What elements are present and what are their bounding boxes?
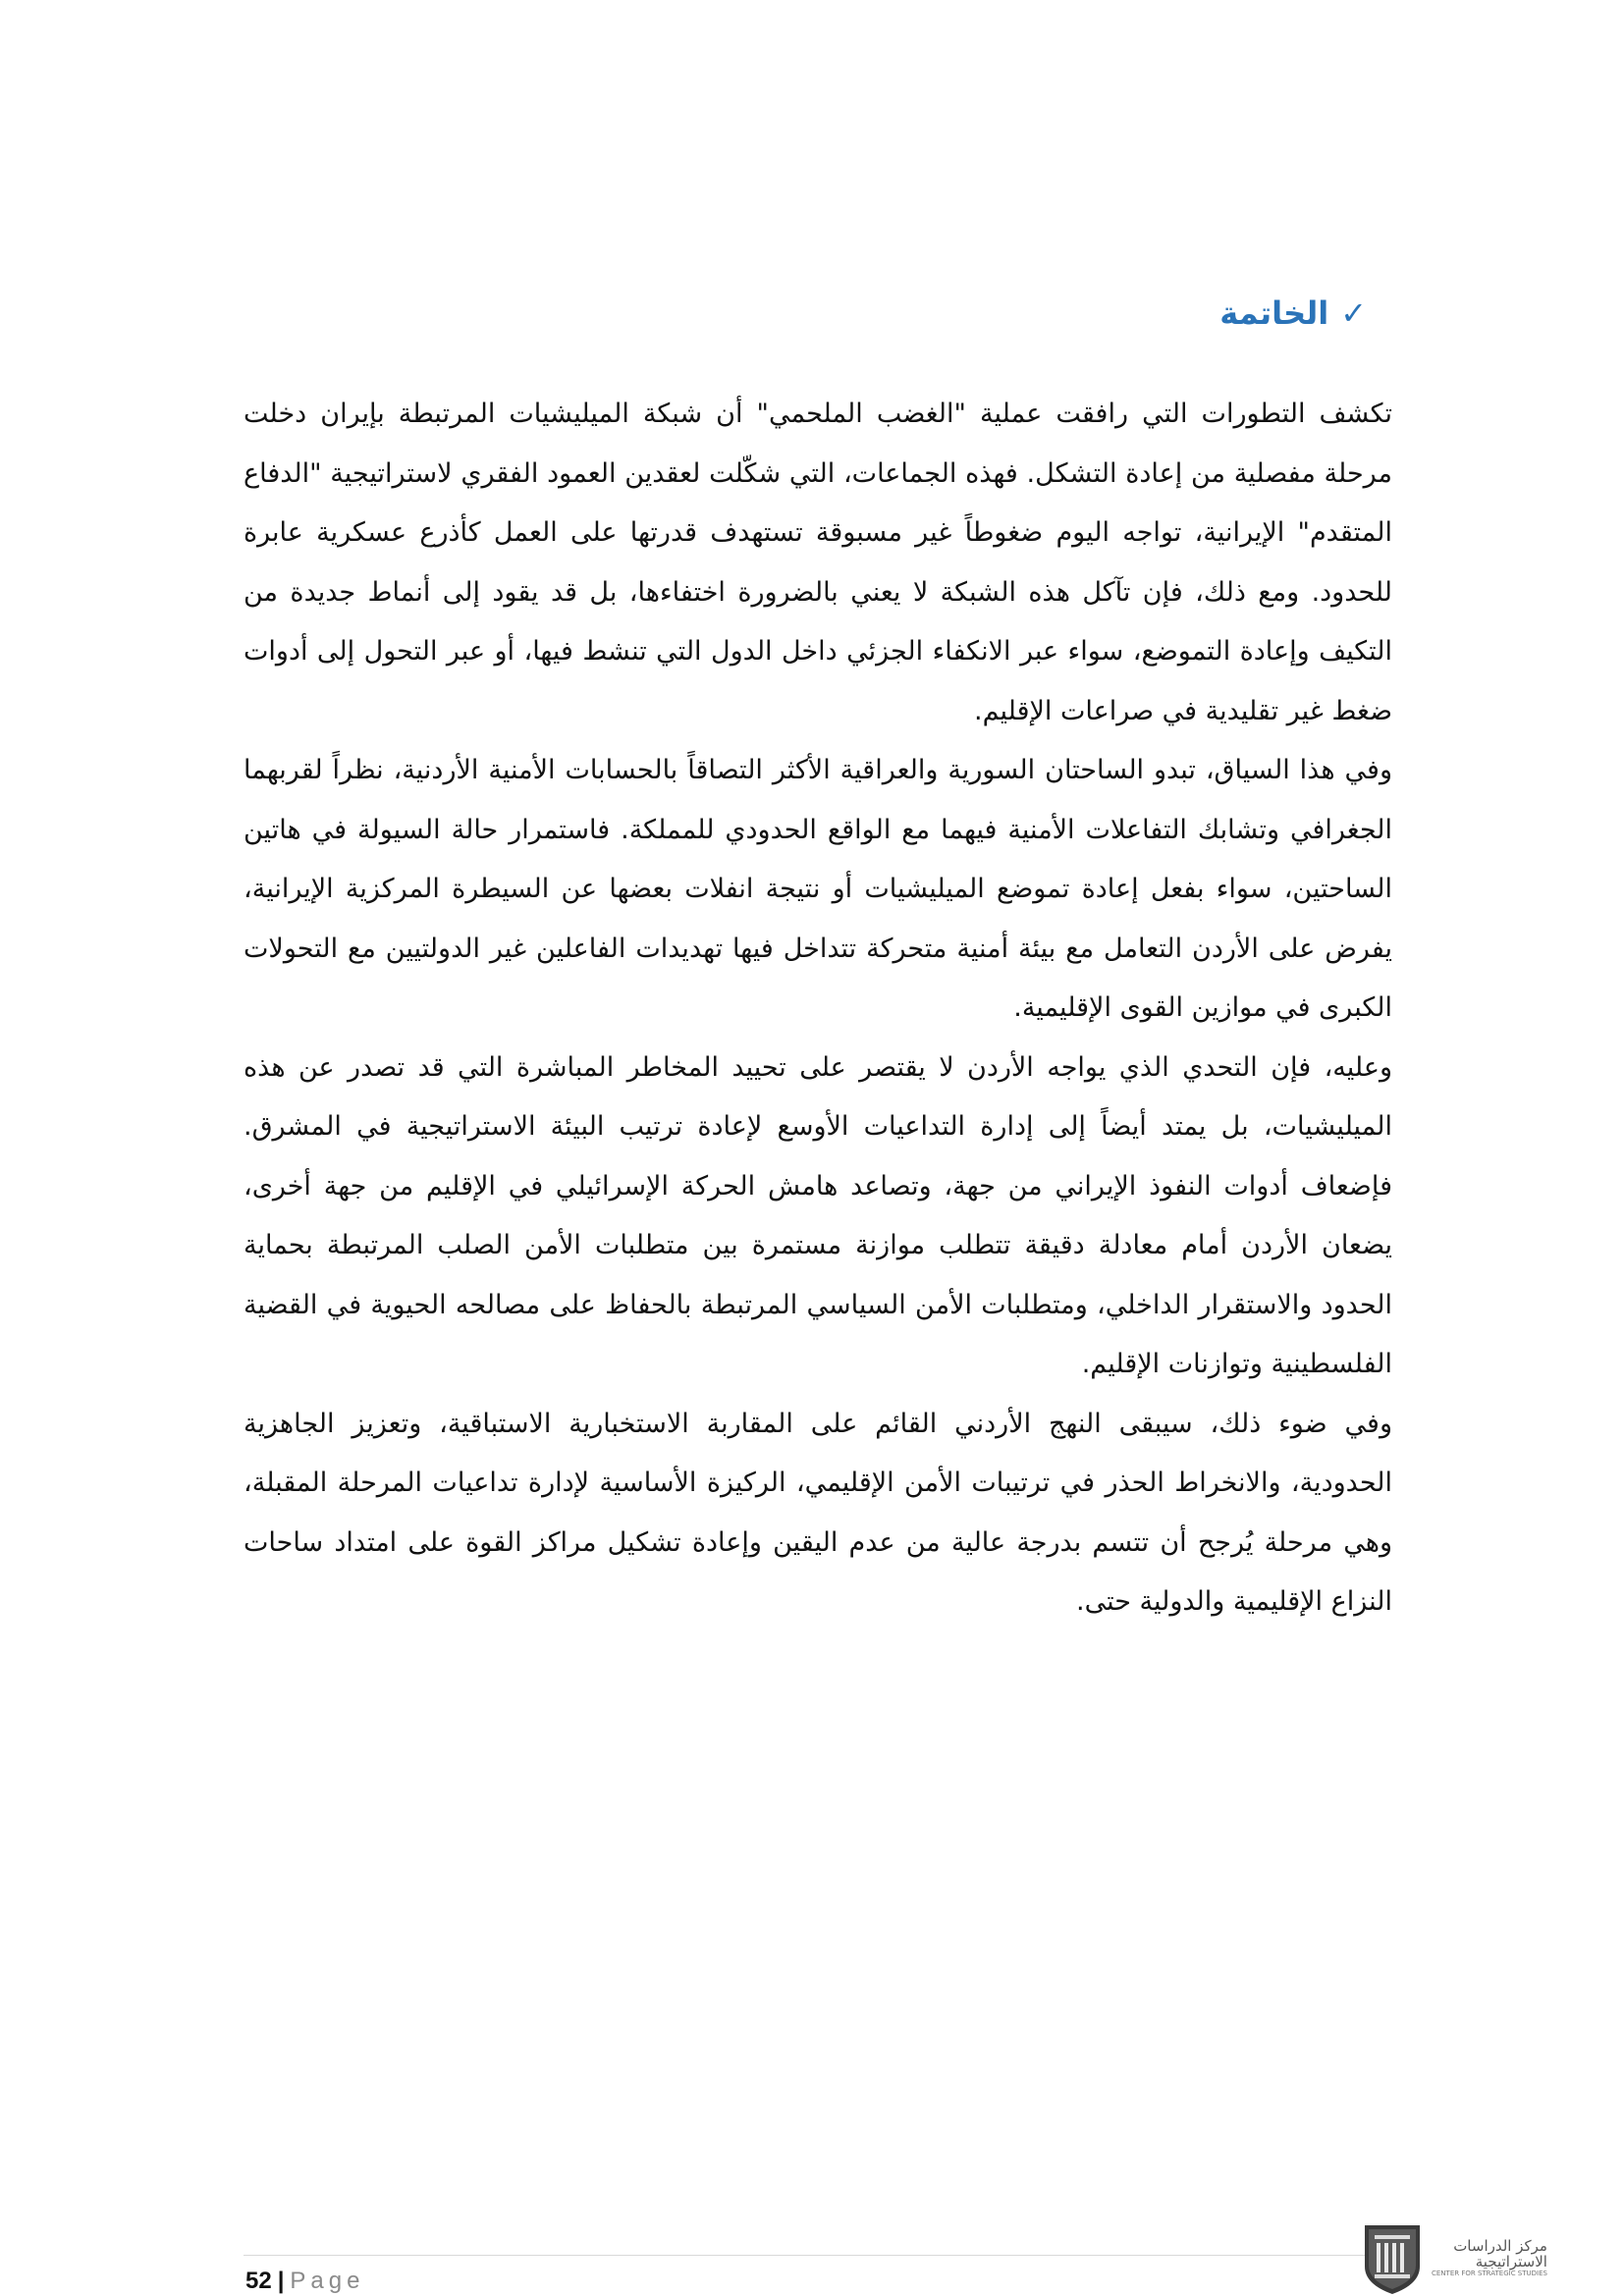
logo-line-3: CENTER FOR STRATEGIC STUDIES	[1432, 2269, 1547, 2277]
body-text	[244, 385, 1392, 1632]
section-title: الخاتمة	[1219, 294, 1329, 332]
section-heading	[1219, 294, 1367, 332]
paragraph: وفي هذا السياق، تبدو الساحتان السورية والعراقية الأكثر التصاقاً بالحسابات الأمنية الأردنية، نظراً لقربهما الجغرافي وتشابك التفاعلات الأمنية فيهما مع الواقع الحدودي للمملكة. فاستمرار حالة السيولة في هاتين الساحتين، سواء بفعل إعادة تموضع الميليشيات أو نتيجة انفلات بعضها عن السيطرة المركزية الإيرانية، يفرض على الأردن التعامل مع بيئة أمنية متحركة تتداخل فيها تهديدات الفاعلين غير الدولتيين مع التحولات الكبرى في موازين القوى الإقليمية.	[244, 755, 1392, 1023]
logo-line-1: مركز الدراسات	[1453, 2237, 1547, 2256]
center-logo	[1361, 2220, 1557, 2296]
page-number-separator: |	[277, 2268, 285, 2294]
paragraph: تكشف التطورات التي رافقت عملية "الغضب الملحمي" أن شبكة الميليشيات المرتبطة بإيران دخلت مرحلة مفصلية من إعادة التشكل. فهذه الجماعات، التي شكّلت لعقدين العمود الفقري لاستراتيجية "الدفاع المتقدم" الإيرانية، تواجه اليوم ضغوطاً غير مسبوقة تستهدف قدرتها على العمل كأذرع عسكرية عابرة للحدود. ومع ذلك، فإن تآكل هذه الشبكة لا يعني بالضرورة اختفاءها، بل قد يقود إلى أنماط جديدة من التكيف وإعادة التموضع، سواء عبر الانكفاء الجزئي داخل الدول التي تنشط فيها، أو عبر التحول إلى أدوات ضغط غير تقليدية في صراعات الإقليم.	[244, 399, 1392, 726]
shield-logo-icon	[1361, 2221, 1424, 2296]
paragraph: وفي ضوء ذلك، سيبقى النهج الأردني القائم على المقاربة الاستخبارية الاستباقية، وتعزيز الجاهزية الحدودية، والانخراط الحذر في ترتيبات الأمن الإقليمي، الركيزة الأساسية لإدارة تداعيات المرحلة المقبلة، وهي مرحلة يُرجح أن تتسم بدرجة عالية من عدم اليقين وإعادة تشكيل مراكز القوة على امتداد ساحات النزاع الإقليمية والدولية حتى.	[244, 1408, 1392, 1617]
paragraph: وعليه، فإن التحدي الذي يواجه الأردن لا يقتصر على تحييد المخاطر المباشرة التي قد تصدر عن هذه الميليشيات، بل يمتد أيضاً إلى إدارة التداعيات الأوسع لإعادة ترتيب البيئة الاستراتيجية في المشرق. فإضعاف أدوات النفوذ الإيراني من جهة، وتصاعد هامش الحركة الإسرائيلي في الإقليم من جهة أخرى، يضعان الأردن أمام معادلة دقيقة تتطلب موازنة مستمرة بين متطلبات الأمن الصلب المرتبطة بحماية الحدود والاستقرار الداخلي، ومتطلبات الأمن السياسي المرتبطة بالحفاظ على مصالحه الحيوية في القضية الفلسطينية وتوازنات الإقليم.	[244, 1051, 1392, 1379]
checkmark-icon: ✓	[1340, 294, 1367, 332]
footer-divider	[244, 2255, 1396, 2256]
logo-text	[1432, 2239, 1547, 2277]
page-number-value: 52	[245, 2268, 272, 2294]
page-number	[245, 2268, 364, 2295]
page-label: Page	[290, 2268, 365, 2294]
logo-line-2: الاستراتيجية	[1475, 2252, 1547, 2270]
